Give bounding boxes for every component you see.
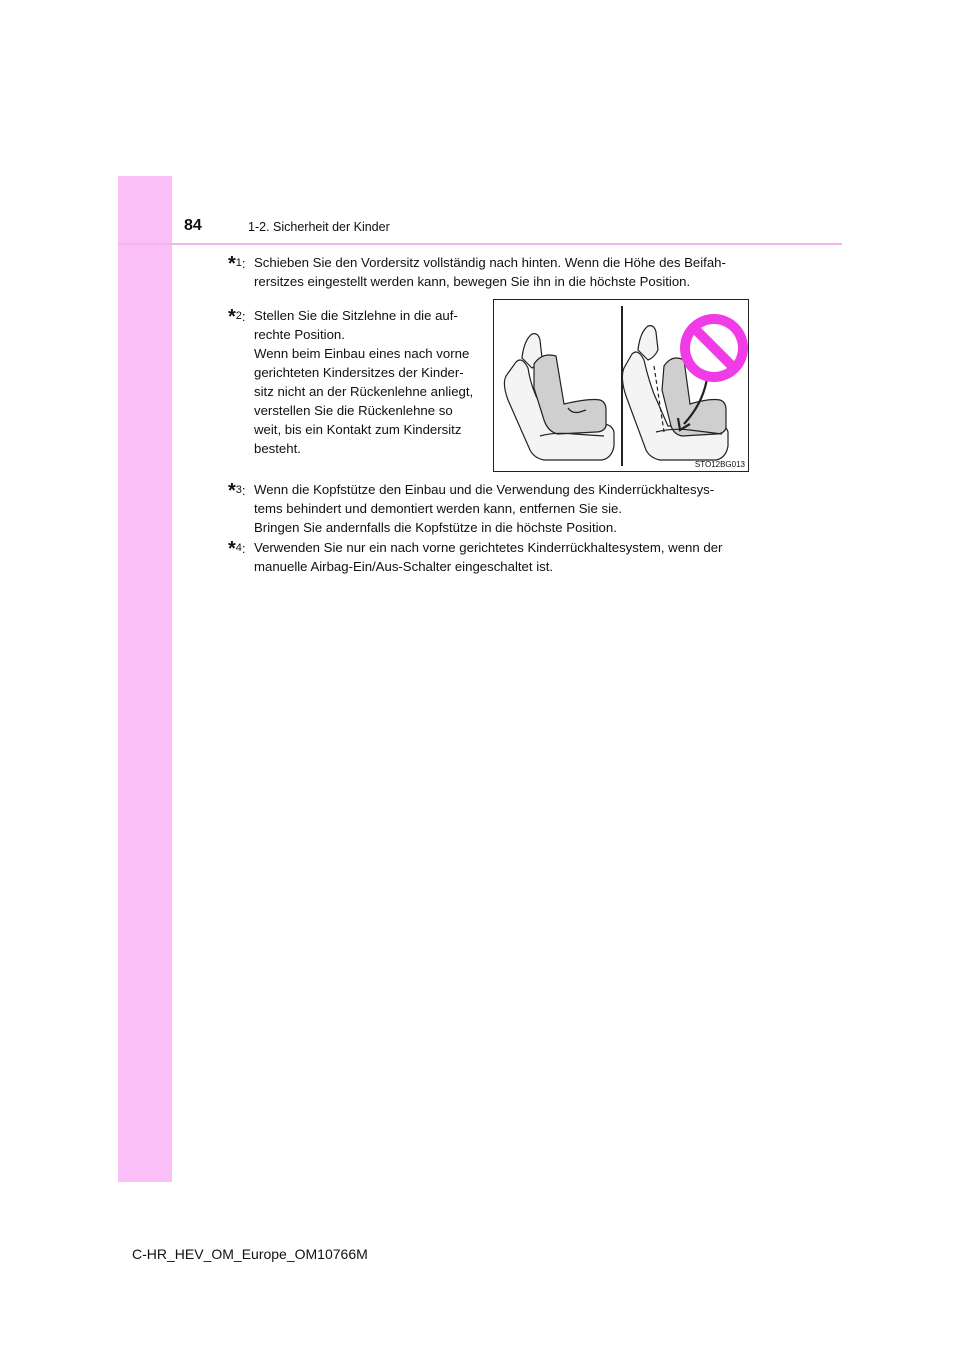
document-id: C-HR_HEV_OM_Europe_OM10766M: [132, 1246, 368, 1262]
no-entry-icon: [680, 314, 748, 382]
note-text: Stellen Sie die Sitzlehne in die auf- rechte Position. Wenn beim Einbau eines nach vorne gerichteten Kindersitzes der Kinder- sitz nicht an der Rückenlehne anliegt, verstellen Sie die Rückenlehne so weit, bis ein Kontakt zum Kindersitz besteht.: [254, 308, 474, 456]
figure-code: STO12BG013: [694, 460, 745, 469]
section-title: 1-2. Sicherheit der Kinder: [248, 220, 390, 234]
note-4: [228, 538, 744, 576]
note-marker: *2:: [228, 306, 246, 328]
note-marker: *1:: [228, 253, 246, 275]
note-2: [228, 306, 478, 458]
header-divider: [118, 243, 842, 245]
seat-illustration: [493, 299, 749, 472]
note-text: Schieben Sie den Vordersitz vollständig nach hinten. Wenn die Höhe des Beifah- rersitzes eingestellt werden kann, bewegen Sie ihn in die höchste Position.: [254, 255, 726, 289]
seat-correct: [504, 334, 614, 460]
note-text: Verwenden Sie nur ein nach vorne gerichtetes Kinderrückhaltesystem, wenn der manuelle Airbag-Ein/Aus-Schalter eingeschaltet ist.: [254, 540, 723, 574]
seat-drawing: [494, 300, 750, 473]
note-1: [228, 253, 744, 291]
note-marker: *4:: [228, 538, 246, 560]
chapter-sidebar-tab: [118, 176, 172, 1182]
page-number: 84: [184, 217, 202, 234]
note-text: Wenn die Kopfstütze den Einbau und die Verwendung des Kinderrückhaltesys- tems behindert und demontiert werden kann, entfernen Sie sie. Bringen Sie andernfalls die Kopfstütze in die höchste Position.: [254, 482, 715, 535]
note-3: [228, 480, 744, 537]
note-marker: *3:: [228, 480, 246, 502]
